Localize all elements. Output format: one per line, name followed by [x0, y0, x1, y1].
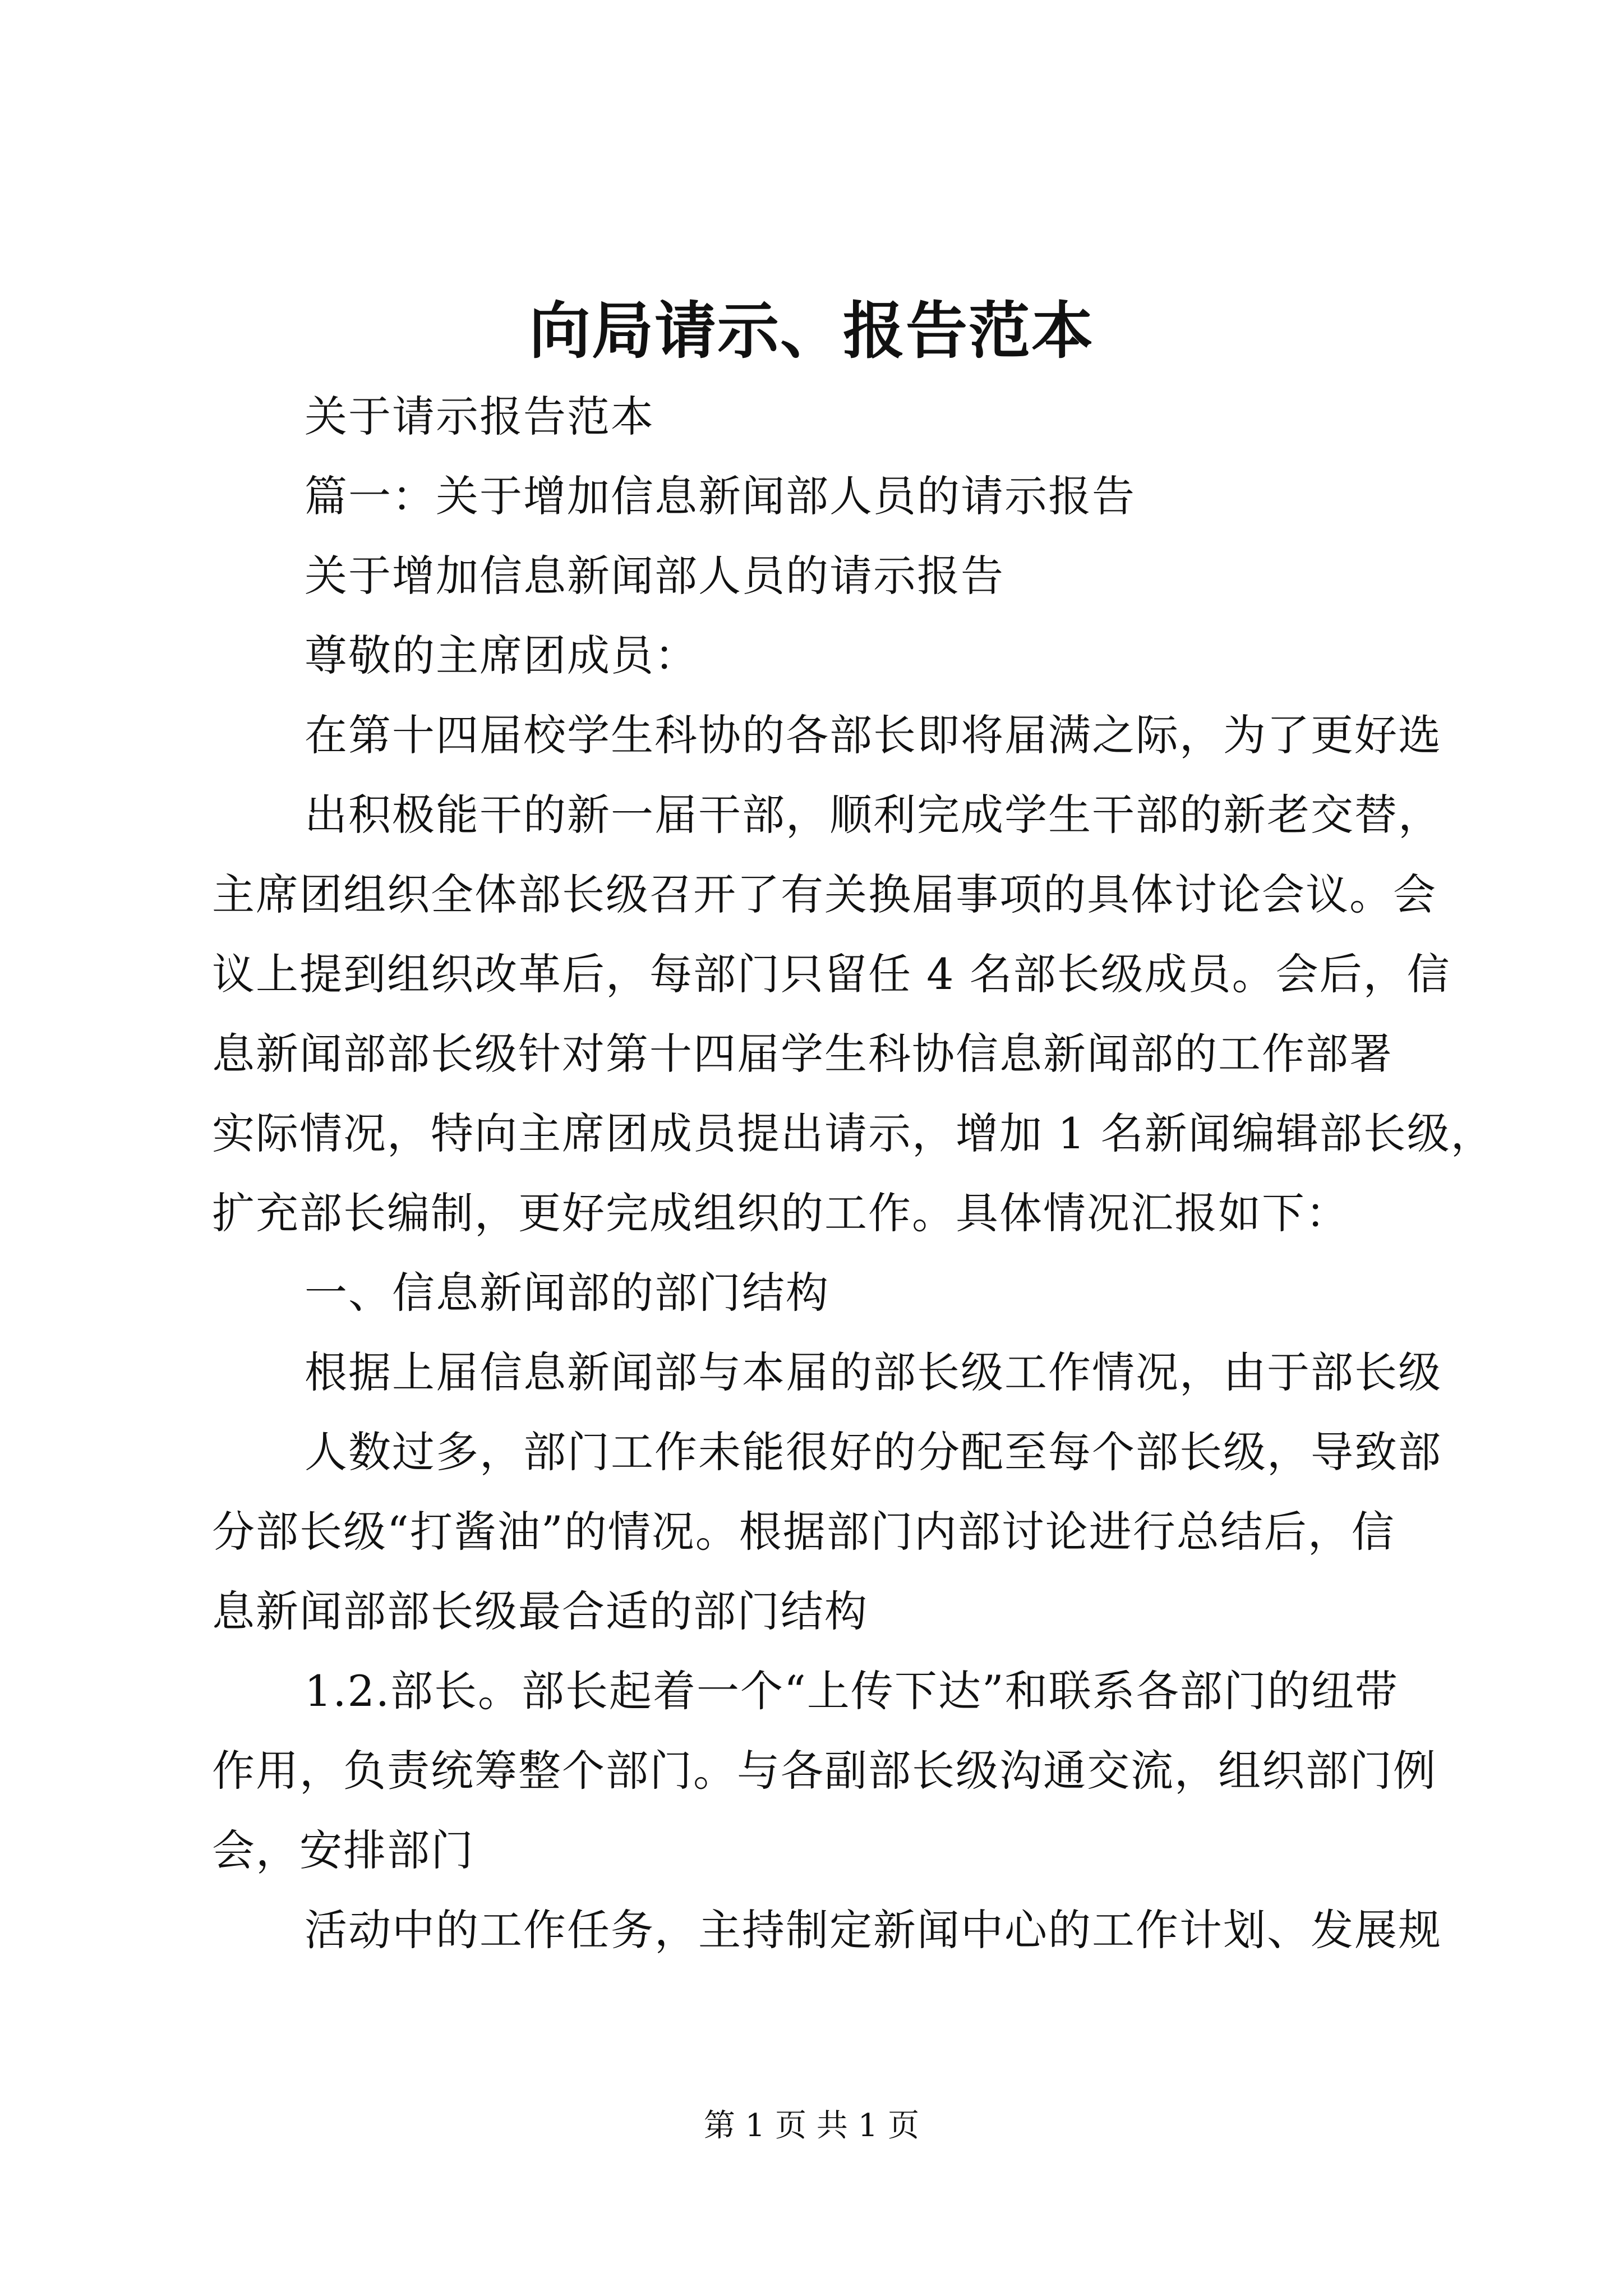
body-line: 在第十四届校学生科协的各部长即将届满之际，为了更好选: [305, 710, 1442, 760]
body-line: 作用，负责统筹整个部门。与各副部长级沟通交流，组织部门例: [212, 1746, 1437, 1796]
body-line: 实际情况，特向主席团成员提出请示，增加 1 名新闻编辑部长级，: [212, 1108, 1495, 1158]
page-footer: 第 1 页 共 1 页: [703, 2108, 920, 2144]
body-line: 1.2.部长。部长起着一个“上传下达”和联系各部门的纽带: [305, 1666, 1399, 1716]
body-line: 篇一：关于增加信息新闻部人员的请示报告: [305, 471, 1136, 521]
body-line: 扩充部长编制，更好完成组织的工作。具体情况汇报如下：: [212, 1188, 1349, 1238]
body-line: 关于请示报告范本: [305, 392, 654, 441]
body-line: 关于增加信息新闻部人员的请示报告: [305, 551, 1004, 601]
body-line: 息新闻部部长级最合适的部门结构: [212, 1586, 868, 1636]
body-line: 议上提到组织改革后，每部门只留任 4 名部长级成员。会后，信: [212, 949, 1451, 999]
body-line: 人数过多，部门工作未能很好的分配至每个部长级，导致部: [305, 1427, 1442, 1477]
body-line: 主席团组织全体部长级召开了有关换届事项的具体讨论会议。会: [212, 869, 1437, 919]
body-line: 分部长级“打酱油”的情况。根据部门内部讨论进行总结后，信: [212, 1507, 1395, 1557]
body-line: 尊敬的主席团成员：: [305, 631, 698, 680]
document-title: 向局请示、报告范本: [529, 295, 1094, 367]
section-heading: 一、信息新闻部的部门结构: [305, 1268, 829, 1318]
body-line: 会，安排部门: [212, 1825, 474, 1875]
body-line: 根据上届信息新闻部与本届的部长级工作情况，由于部长级: [305, 1347, 1442, 1397]
document-body: [212, 377, 1495, 1970]
body-line: 活动中的工作任务，主持制定新闻中心的工作计划、发展规: [305, 1905, 1442, 1955]
body-line: 出积极能干的新一届干部，顺利完成学生干部的新老交替，: [305, 790, 1442, 840]
body-line: 息新闻部部长级针对第十四届学生科协信息新闻部的工作部署: [212, 1029, 1393, 1079]
